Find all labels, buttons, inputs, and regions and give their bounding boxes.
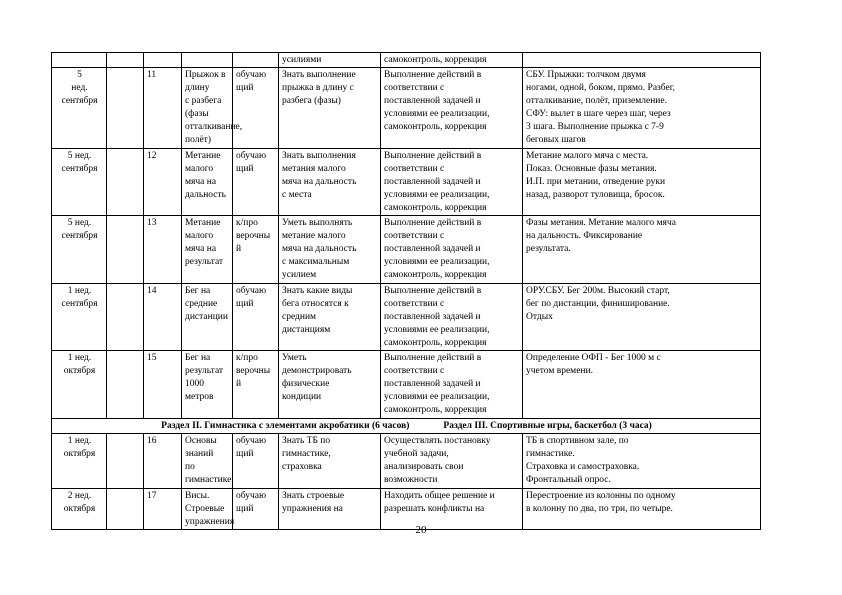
content-cell: Метание малого мяча с места. Показ. Основные фазы метания. И.П. при метании, отведение руки назад, разворот туловища, бросок. [523, 149, 761, 216]
lesson-plan-sheet [51, 52, 760, 530]
type-cell [233, 53, 279, 68]
number-cell: 11 [144, 68, 182, 149]
uud-cell: Находить общее решение и разрешать конфликты на [381, 489, 523, 530]
type-cell: обучаю щий [233, 284, 279, 351]
uud-cell: Выполнение действий в соответствии с поставленной задачей и условиями ее реализации, самоконтроль, коррекция [381, 351, 523, 419]
type-cell: к/про верочны й [233, 216, 279, 284]
uud-cell: Выполнение действий в соответствии с поставленной задачей и условиями ее реализации, самоконтроль, коррекция [381, 284, 523, 351]
goals-cell: Знать выполнения метания малого мяча на дальность с места [279, 149, 381, 216]
goals-cell: Уметь демонстрировать физические кондиции [279, 351, 381, 419]
date-cell: 5 нед. сентября [52, 216, 107, 284]
blank-cell [107, 149, 144, 216]
number-cell [144, 53, 182, 68]
table-row [52, 434, 761, 489]
content-cell: ОРУ.СБУ. Бег 200м. Высокий старт, бег по дистанции, финиширование. Отдых [523, 284, 761, 351]
topic-cell: Прыжок в длину с разбега (фазы отталкивание, полёт) [182, 68, 233, 149]
topic-cell: Бег на средние дистанции [182, 284, 233, 351]
topic-cell: Висы. Строевые упражнения [182, 489, 233, 530]
table-row [52, 216, 761, 284]
table-row-top [52, 53, 761, 68]
date-cell: 1 нед. сентября [52, 284, 107, 351]
topic-cell: Метание малого мяча на результат [182, 216, 233, 284]
type-cell: обучаю щий [233, 489, 279, 530]
date-cell: 5 нед. сентября [52, 149, 107, 216]
table-row [52, 68, 761, 149]
goals-cell: Знать выполнение прыжка в длину с разбега (фазы) [279, 68, 381, 149]
section-header-cell [52, 419, 761, 434]
type-cell: обучаю щий [233, 68, 279, 149]
number-cell: 12 [144, 149, 182, 216]
date-cell: 1 нед. октября [52, 351, 107, 419]
topic-cell [182, 53, 233, 68]
lesson-plan-table [51, 52, 761, 530]
content-cell: СБУ. Прыжки: толчком двумя ногами, одной, боком, прямо. Разбег, отталкивание, полёт, приземление. СФУ: вылет в шаге через шаг, через 3 шага. Выполнение прыжка с 7-9 беговых шагов [523, 68, 761, 149]
blank-cell [107, 434, 144, 489]
uud-cell: самоконтроль, коррекция [381, 53, 523, 68]
number-cell: 17 [144, 489, 182, 530]
table-row [52, 149, 761, 216]
content-cell: Фазы метания. Метание малого мяча на дальность. Фиксирование результата. [523, 216, 761, 284]
goals-cell: Знать какие виды бега относятся к средним дистанциям [279, 284, 381, 351]
date-cell: 2 нед. октября [52, 489, 107, 530]
number-cell: 16 [144, 434, 182, 489]
number-cell: 13 [144, 216, 182, 284]
content-cell: Определение ОФП - Бег 1000 м с учетом времени. [523, 351, 761, 419]
type-cell: обучаю щий [233, 434, 279, 489]
type-cell: обучаю щий [233, 149, 279, 216]
section-title-basketball: Раздел III. Спортивные игры, баскетбол (3 часа) [443, 421, 652, 431]
table-row [52, 284, 761, 351]
number-cell: 14 [144, 284, 182, 351]
page-number: 20 [415, 524, 427, 536]
content-cell [523, 53, 761, 68]
uud-cell: Выполнение действий в соответствии с поставленной задачей и условиями ее реализации, самоконтроль, коррекция [381, 216, 523, 284]
topic-cell: Бег на результат 1000 метров [182, 351, 233, 419]
type-cell: к/про верочны й [233, 351, 279, 419]
date-cell [52, 53, 107, 68]
uud-cell: Осуществлять постановку учебной задачи, анализировать свои возможности [381, 434, 523, 489]
section-title-gymnastics: Раздел II. Гимнастика с элементами акробатики (6 часов) [161, 421, 410, 431]
uud-cell: Выполнение действий в соответствии с поставленной задачей и условиями ее реализации, самоконтроль, коррекция [381, 68, 523, 149]
blank-cell [107, 68, 144, 149]
uud-cell: Выполнение действий в соответствии с поставленной задачей и условиями ее реализации, самоконтроль, коррекция [381, 149, 523, 216]
blank-cell [107, 351, 144, 419]
date-cell: 1 нед. октября [52, 434, 107, 489]
goals-cell: усилиями [279, 53, 381, 68]
topic-cell: Метание малого мяча на дальность [182, 149, 233, 216]
section-header-row [52, 419, 761, 434]
content-cell: Перестроение из колонны по одному в колонну по два, по три, по четыре. [523, 489, 761, 530]
number-cell: 15 [144, 351, 182, 419]
date-cell: 5 нед. сентября [52, 68, 107, 149]
topic-cell: Основы знаний по гимнастике [182, 434, 233, 489]
blank-cell [107, 284, 144, 351]
goals-cell: Знать ТБ по гимнастике, страховка [279, 434, 381, 489]
blank-cell [107, 216, 144, 284]
blank-cell [107, 53, 144, 68]
table-row [52, 351, 761, 419]
content-cell: ТБ в спортивном зале, по гимнастике. Страховка и самостраховка. Фронтальный опрос. [523, 434, 761, 489]
goals-cell: Знать строевые упражнения на [279, 489, 381, 530]
goals-cell: Уметь выполнять метание малого мяча на дальность с максимальным усилием [279, 216, 381, 284]
